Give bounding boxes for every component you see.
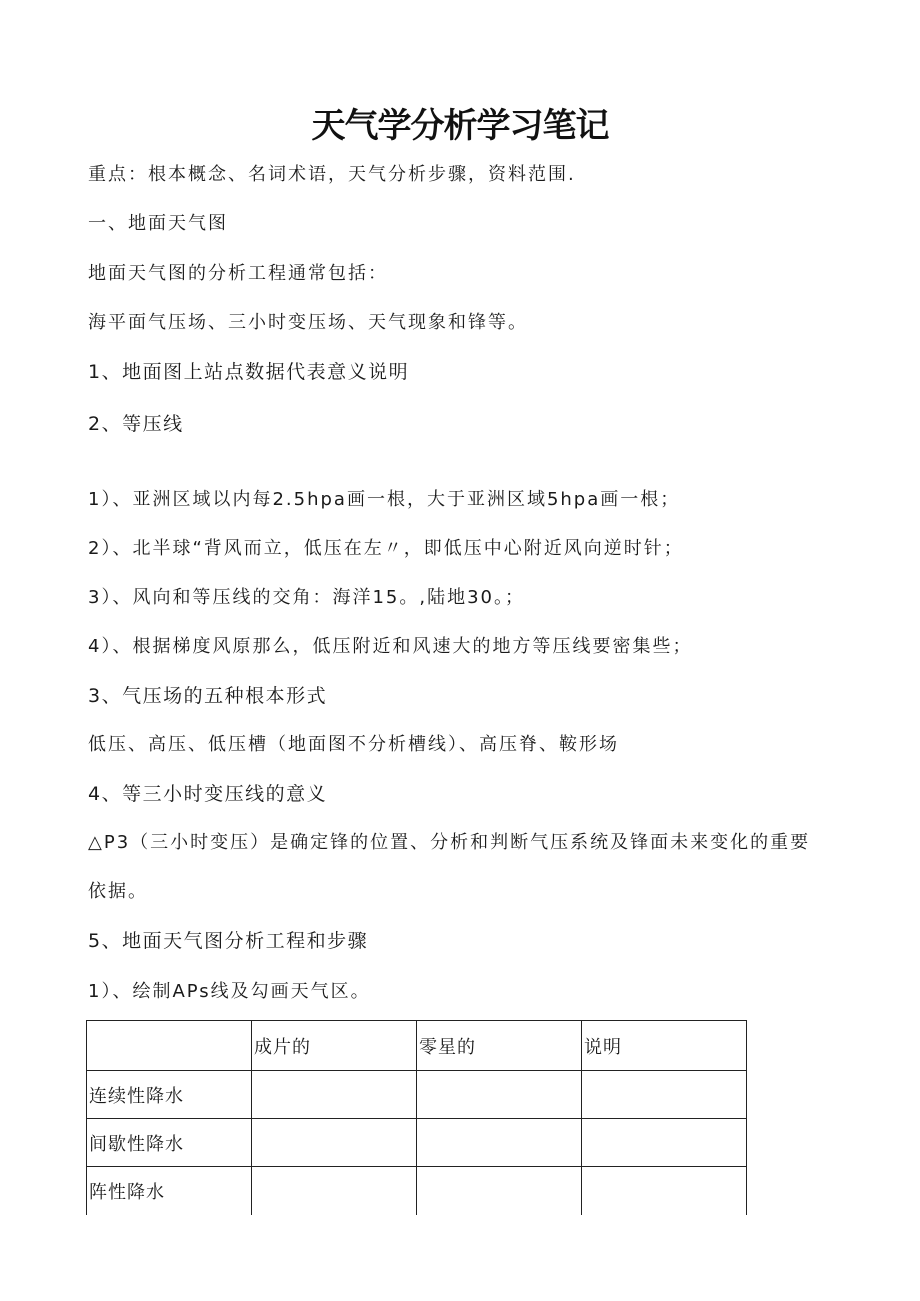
table-row xyxy=(87,1071,747,1119)
table-cell xyxy=(417,1167,582,1215)
paragraph-pressure-forms: 低压、高压、低压槽（地面图不分析槽线）、高压脊、鞍形场 xyxy=(88,734,619,755)
table-cell: 阵性降水 xyxy=(87,1167,252,1215)
subheading-pressure-tendency: 4、等三小时变压线的意义 xyxy=(88,783,328,805)
paragraph-analysis-items-intro: 地面天气图的分析工程通常包括： xyxy=(88,263,388,284)
table-header-cell: 说明 xyxy=(582,1021,747,1071)
step-1-line: 1）、绘制APs线及勾画天气区。 xyxy=(88,981,371,1002)
key-points-line: 重点：根本概念、名词术语，天气分析步骤，资料范围. xyxy=(88,164,576,185)
table-cell xyxy=(417,1071,582,1119)
subheading-analysis-steps: 5、地面天气图分析工程和步骤 xyxy=(88,930,369,952)
paragraph-pressure-tendency-cont: 依据。 xyxy=(88,881,148,902)
table-cell xyxy=(417,1119,582,1167)
paragraph-analysis-items: 海平面气压场、三小时变压场、天气现象和锋等。 xyxy=(88,312,528,333)
isobar-rule-3: 3）、风向和等压线的交角：海洋15。,陆地30。； xyxy=(88,587,525,608)
table-cell xyxy=(582,1119,747,1167)
table-header-row xyxy=(87,1021,747,1071)
isobar-rule-4: 4）、根据梯度风原那么，低压附近和风速大的地方等压线要密集些； xyxy=(88,636,693,657)
table-cell: 连续性降水 xyxy=(87,1071,252,1119)
table-cell xyxy=(252,1167,417,1215)
table-cell xyxy=(252,1071,417,1119)
isobar-rule-1: 1）、亚洲区域以内每2.5hpa画一根，大于亚洲区域5hpa画一根； xyxy=(88,489,681,510)
isobar-rule-2: 2）、北半球“背风而立，低压在左〃，即低压中心附近风向逆时针； xyxy=(88,538,684,559)
table-header-cell: 零星的 xyxy=(417,1021,582,1071)
table-header-cell: 成片的 xyxy=(252,1021,417,1071)
subheading-station-data: 1、地面图上站点数据代表意义说明 xyxy=(88,361,410,383)
table-row xyxy=(87,1167,747,1215)
paragraph-pressure-tendency: △P3（三小时变压）是确定锋的位置、分析和判断气压系统及锋面未来变化的重要 xyxy=(88,832,811,853)
section-heading-surface-map: 一、地面天气图 xyxy=(88,213,228,234)
table-cell xyxy=(582,1167,747,1215)
table-cell: 间歇性降水 xyxy=(87,1119,252,1167)
table-header-cell xyxy=(87,1021,252,1071)
precipitation-table xyxy=(86,1020,747,1215)
subheading-isobars: 2、等压线 xyxy=(88,413,184,435)
table-cell xyxy=(252,1119,417,1167)
subheading-pressure-forms: 3、气压场的五种根本形式 xyxy=(88,685,328,707)
table-cell xyxy=(582,1071,747,1119)
document-title: 天气学分析学习笔记 xyxy=(311,106,609,146)
table-row xyxy=(87,1119,747,1167)
